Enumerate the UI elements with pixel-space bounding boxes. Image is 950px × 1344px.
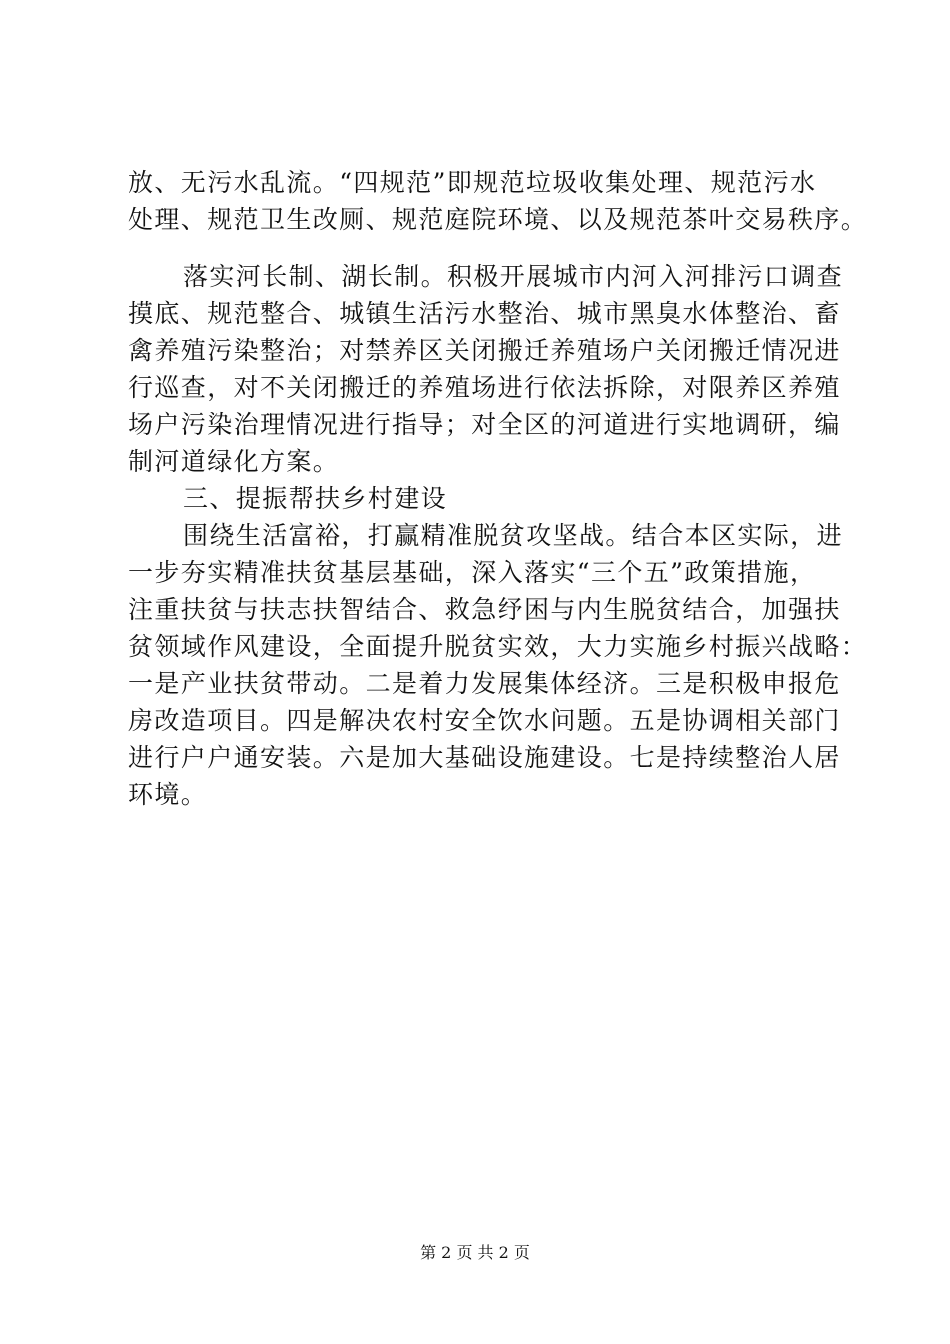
text-line: 贫领域作风建设，全面提升脱贫实效，大力实施乡村振兴战略：	[128, 632, 868, 661]
text-line: 进行户户通安装。六是加大基础设施建设。七是持续整治人居	[128, 743, 841, 772]
text-line: 环境。	[128, 780, 208, 809]
text-line: 一步夯实精准扶贫基层基础，深入落实“三个五”政策措施，	[128, 558, 817, 587]
text-line: 制河道绿化方案。	[128, 447, 340, 476]
text-line: 摸底、规范整合、城镇生活污水整治、城市黑臭水体整治、畜	[128, 299, 841, 328]
text-line: 禽养殖污染整治；对禁养区关闭搬迁养殖场户关闭搬迁情况进	[128, 336, 841, 365]
paragraph-first-line: 落实河长制、湖长制。积极开展城市内河入河排污口调查	[183, 262, 844, 291]
section-heading: 三、提振帮扶乡村建设	[183, 484, 448, 513]
text-line: 放、无污水乱流。“四规范”即规范垃圾收集处理、规范污水	[128, 168, 817, 197]
text-line: 行巡查，对不关闭搬迁的养殖场进行依法拆除，对限养区养殖	[128, 373, 841, 402]
text-line: 房改造项目。四是解决农村安全饮水问题。五是协调相关部门	[128, 706, 841, 735]
paragraph-first-line: 围绕生活富裕，打赢精准脱贫攻坚战。结合本区实际，进	[183, 521, 844, 550]
text-line: 处理、规范卫生改厕、规范庭院环境、以及规范茶叶交易秩序。	[128, 205, 868, 234]
text-line: 注重扶贫与扶志扶智结合、救急纾困与内生脱贫结合，加强扶	[128, 595, 841, 624]
text-line: 场户污染治理情况进行指导；对全区的河道进行实地调研，编	[128, 410, 841, 439]
page-footer: 第 2 页 共 2 页	[420, 1243, 530, 1262]
text-line: 一是产业扶贫带动。二是着力发展集体经济。三是积极申报危	[128, 669, 841, 698]
